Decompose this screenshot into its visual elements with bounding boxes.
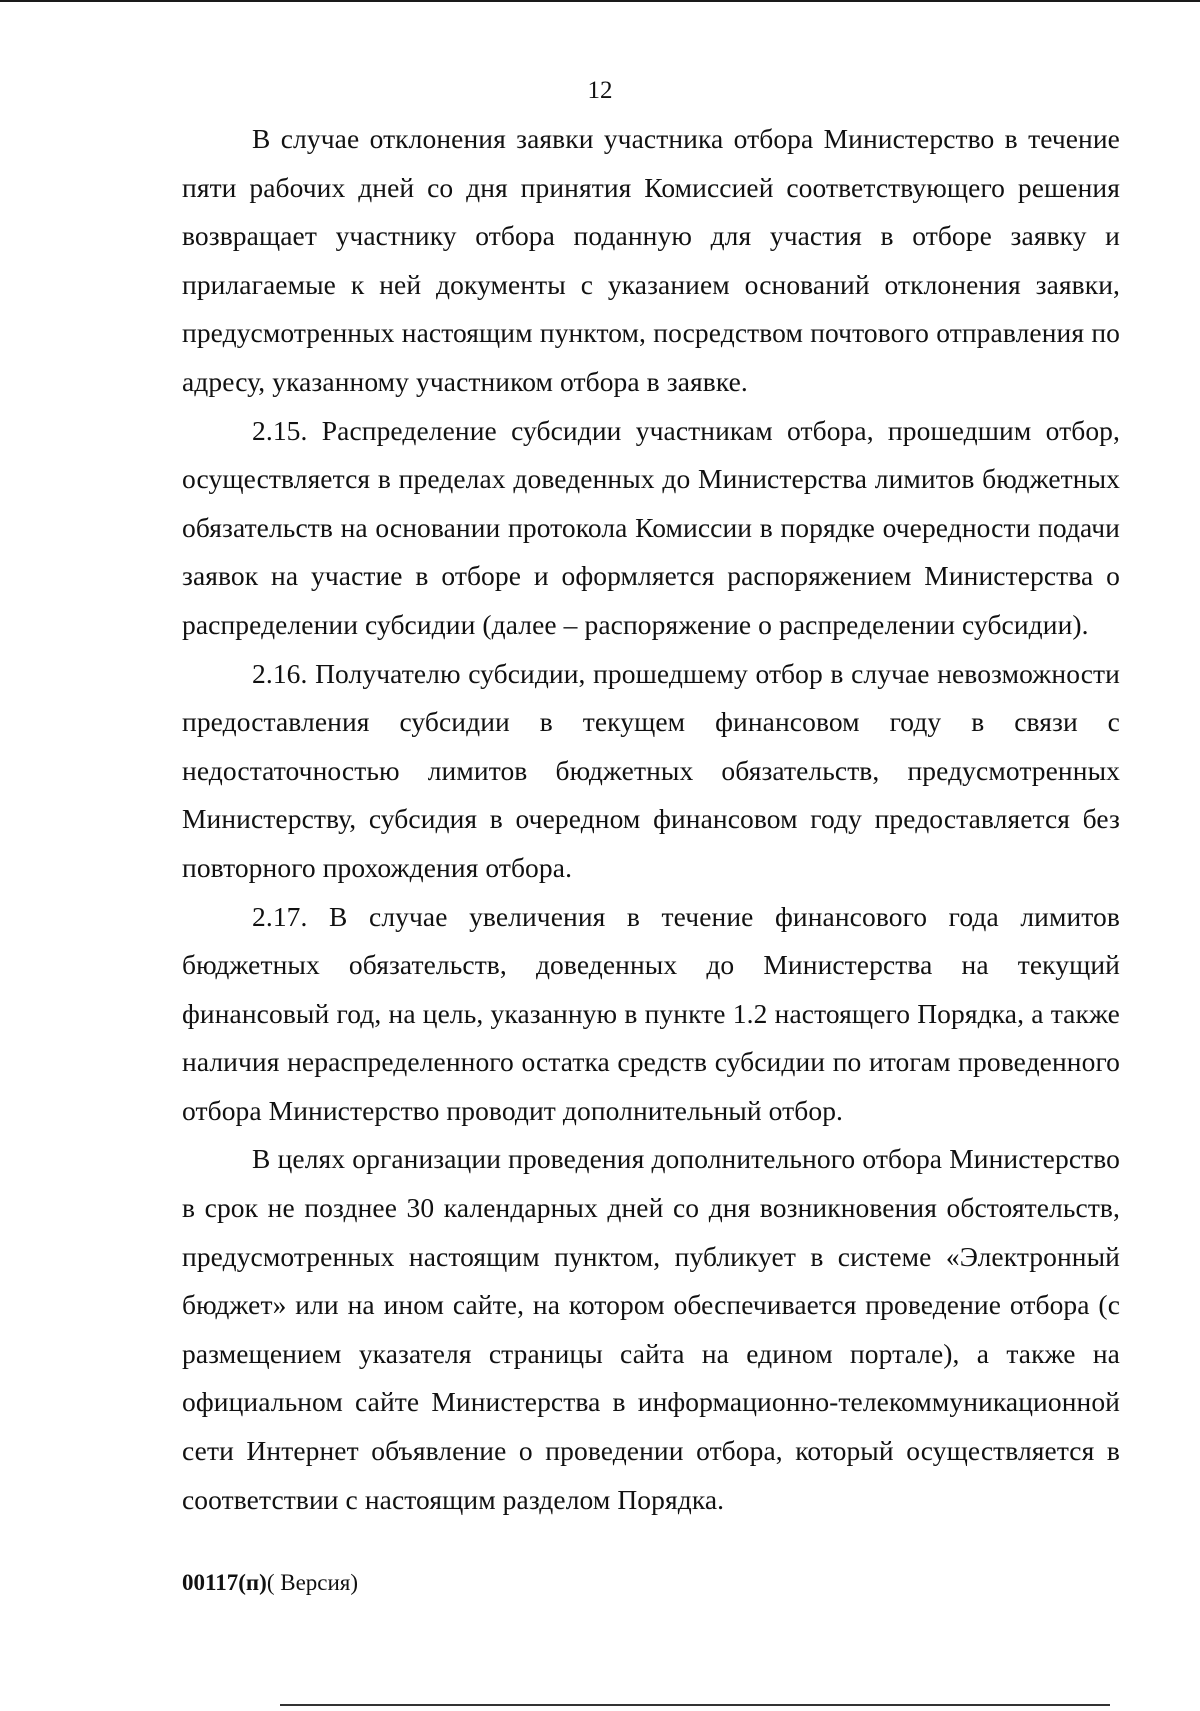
paragraph-rejection-return: В случае отклонения заявки участника отбора Министерство в течение пяти рабочих дней со дня принятия Комиссией соответствующего решения возвращает участнику отбора поданную для участия в отборе заявку и прилагаемые к ней документы с указанием оснований отклонения заявки, предусмотренных настоящим пунктом, посредством почтового отправления по адресу, указанному участником отбора в заявке. — [182, 123, 1120, 397]
document-body — [182, 115, 1120, 1524]
paragraph-2-16: 2.16. Получателю субсидии, прошедшему отбор в случае невозможности предоставления субсидии в текущем финансовом году в связи с недостаточностью лимитов бюджетных обязательств, предусмотренных Министерству, субсидия в очередном финансовом году предоставляется без повторного прохождения отбора. — [182, 657, 1120, 883]
bottom-scan-edge — [280, 1704, 1110, 1706]
footer-document-code — [182, 1567, 358, 1599]
document-code: 00117(п) — [182, 1570, 267, 1595]
paragraph-2-17: 2.17. В случае увеличения в течение финансового года лимитов бюджетных обязательств, доведенных до Министерства на текущий финансовый год, на цель, указанную в пункте 1.2 настоящего Порядка, а также наличия нераспределенного остатка средств субсидии по итогам проведенного отбора Министерство проводит дополнительный отбор. — [182, 900, 1120, 1126]
paragraph-additional-selection: В целях организации проведения дополнительного отбора Министерство в срок не позднее 30 календарных дней со дня возникновения обстоятельств, предусмотренных настоящим пунктом, публикует в системе «Электронный бюджет» или на ином сайте, на котором обеспечивается проведение отбора (с размещением указателя страницы сайта на едином портале), а также на официальном сайте Министерства в информационно-телекоммуникационной сети Интернет объявление о проведении отбора, который осуществляется в соответствии с настоящим разделом Порядка. — [182, 1143, 1120, 1515]
top-scan-edge — [0, 0, 1200, 2]
document-version: ( Версия) — [266, 1570, 359, 1595]
paragraph-2-15: 2.15. Распределение субсидии участникам отбора, прошедшим отбор, осуществляется в пределах доведенных до Министерства лимитов бюджетных обязательств на основании протокола Комиссии в порядке очередности подачи заявок на участие в отборе и оформляется распоряжением Министерства о распределении субсидии (далее – распоряжение о распределении субсидии). — [182, 414, 1120, 640]
page-number: 12 — [587, 77, 613, 104]
